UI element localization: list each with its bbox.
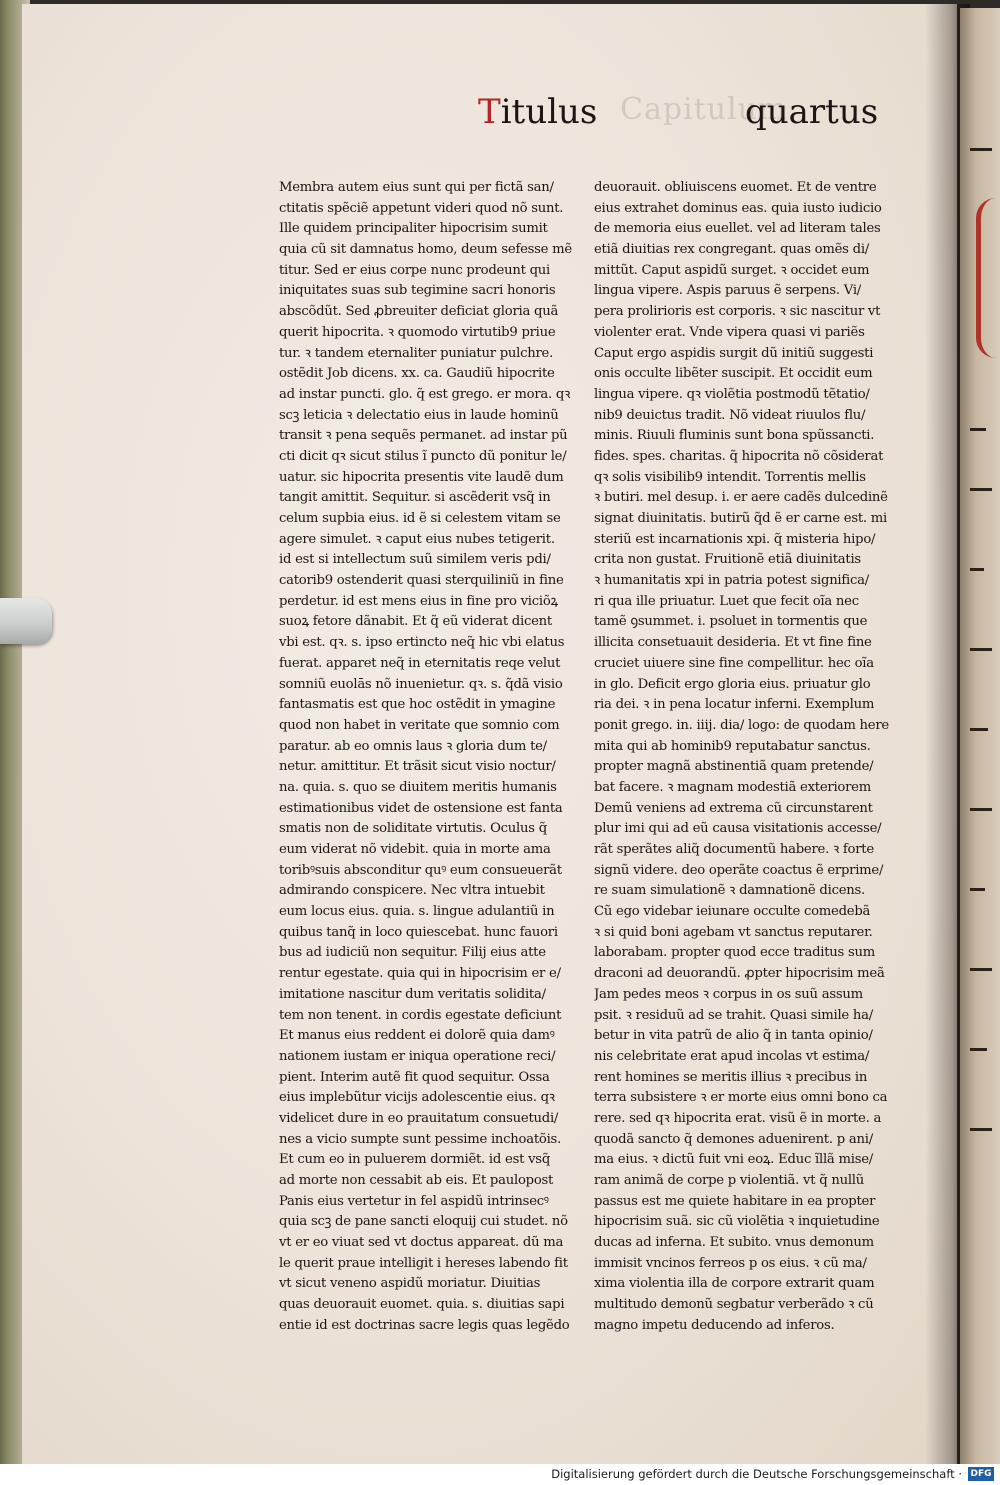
text-line: hipocrisim suã. sic cũ violẽtia ꝛ inquietudine xyxy=(594,1214,880,1230)
text-line: deuorauit. obliuiscens euomet. Et de ventre xyxy=(594,180,877,195)
text-line: ducas ad inferna. Et subito. vnus demonum xyxy=(594,1235,874,1251)
text-line: entie id est doctrinas sacre legis quas legẽdo xyxy=(279,1317,570,1333)
text-line: agere simulet. ꝛ caput eius nubes tetigerit. xyxy=(279,531,555,547)
text-line: minis. Riuuli fluminis sunt bona spũssancti. xyxy=(594,428,875,444)
running-head xyxy=(470,92,879,142)
text-line: signũ videre. deo operãte coactus ẽ erprime/ xyxy=(594,862,884,878)
text-line: cti dicit qꝛ sicut stilus ĩ puncto dũ ponitur le/ xyxy=(279,448,567,464)
footer-credit: Digitalisierung gefördert durch die Deutsche Forschungsgemeinschaft · xyxy=(551,1467,962,1481)
text-line: ri qua ille priuatur. Luet que fecit oĩa nec xyxy=(594,593,859,609)
text-line: smatis non de soliditate virtutis. Oculus q̃ xyxy=(279,821,547,837)
text-line: ram animã de corpe p violentiã. vt q̃ nullũ xyxy=(594,1173,865,1188)
text-line: Membra autem eius sunt qui per fictã san/ xyxy=(279,180,554,195)
text-line: fuerat. apparet neq̃ in eternitatis reqe velut xyxy=(279,655,561,671)
running-head-right: quartus xyxy=(745,92,879,132)
text-line: nes a vicio sumpte sunt pessime inchoatõis. xyxy=(279,1131,562,1147)
text-line: multitudo demonũ segbatur verberãdo ꝛ cũ xyxy=(594,1297,874,1313)
text-line: ad morte non cessabit ab eis. Et paulopost xyxy=(279,1173,554,1188)
text-line: rãt sperãtes aliq̃ documentũ habere. ꝛ forte xyxy=(594,842,874,857)
text-line: violenter erat. Vnde vipera quasi vi pariẽs xyxy=(594,324,865,340)
text-line: transit ꝛ pena sequẽs permanet. ad instar pũ xyxy=(279,428,568,444)
text-line: crita non gustat. Fruitionẽ etiã diuinitatis xyxy=(594,552,861,568)
text-line: eius implebũtur vicijs adolescentie eius. qꝛ xyxy=(279,1090,555,1106)
text-line: na. quia. s. quo se diuitem meritis humanis xyxy=(279,779,557,795)
text-line: vbi est. qꝛ. s. ipso ertincto neq̃ hic vbi elatus xyxy=(279,635,565,651)
text-line: scꝫ leticia ꝛ delectatio eius in laude hominũ xyxy=(279,407,559,423)
text-line: illicita consetuauit desideria. Et vt fine fine xyxy=(594,635,872,651)
text-line: ꝛ humanitatis xpi in patria potest significa/ xyxy=(594,573,869,589)
text-line: perdetur. id est mens eius in fine pro viciõꝝ xyxy=(279,593,558,609)
left-text-column xyxy=(279,178,599,1337)
text-line: querit hipocrita. ꝛ quomodo virtutib9 priue xyxy=(279,324,556,340)
text-line: onis occulte libẽter suscipit. Et occidit eum xyxy=(594,366,873,382)
text-line: laborabam. propter quod ecce traditus sum xyxy=(594,945,876,961)
text-line: tangit amittit. Sequitur. si ascẽderit vsq̃ in xyxy=(279,490,551,506)
text-line: in glo. Deficit ergo gloria eius. priuatur glo xyxy=(594,676,871,692)
text-line: quas deuorauit euomet. quia. s. diuitias sapi xyxy=(279,1297,565,1313)
text-line: pera prolirioris est corporis. ꝛ sic nascitur vt xyxy=(594,304,881,320)
text-line: netur. amittitur. Et trãsit sicut visio noctur/ xyxy=(279,759,556,775)
text-line: videlicet dure in eo prauitatum consuetudi/ xyxy=(279,1110,559,1126)
text-line: quia cũ sit damnatus homo, deum sefesse mẽ xyxy=(279,242,572,258)
text-line: ꝛ si quid boni agebam vt sanctus reputarer. xyxy=(594,924,873,940)
rubricated-initial: T xyxy=(478,92,501,132)
dfg-logo: DFG xyxy=(968,1467,994,1481)
text-line: eum locus eius. quia. s. lingue adulantiũ in xyxy=(279,904,555,920)
text-line: pient. Interim autẽ fit quod sequitur. Ossa xyxy=(279,1069,550,1085)
text-line: Caput ergo aspidis surgit dũ initiũ suggesti xyxy=(594,345,874,361)
text-line: ctitatis spẽciẽ appetunt videri quod nõ sunt. xyxy=(279,200,564,216)
text-line: vt er eo viuat sed vt doctus appareat. dũ ma xyxy=(279,1235,564,1251)
text-line: passus est me quiete habitare in ea propter xyxy=(594,1193,876,1209)
text-line: propter magnã abstinentiã quam pretende/ xyxy=(594,759,874,775)
text-line: eius extrahet dominus eas. quia iusto iudicio xyxy=(594,200,882,216)
text-line: suoꝝ fetore dãnabit. Et q̃ eũ viderat dicent xyxy=(279,614,552,630)
facing-page xyxy=(960,8,1000,1464)
text-line: etiã diuitias rex congregant. quas omẽs di/ xyxy=(594,242,869,258)
text-line: bus ad iudiciũ non sequitur. Filij eius atte xyxy=(279,945,546,961)
text-line: Cũ ego videbar ieiunare occulte comedebã xyxy=(594,904,871,920)
text-line: magno impetu deducendo ad inferos. xyxy=(594,1317,835,1333)
text-line: cruciet uiuere sine fine compellitur. hec oĩa xyxy=(594,655,874,671)
text-line: Demũ veniens ad extrema cũ circunstarent xyxy=(594,800,873,816)
text-line: qꝛ solis visibilib9 intendit. Torrentis mellis xyxy=(594,469,866,485)
text-line: estimationibus videt de ostensione est fanta xyxy=(279,800,563,816)
text-line: titur. Sed er eius corpe nunc prodeunt qui xyxy=(279,262,550,278)
text-line: tamẽ ꝯsummet. i. psoluet in tormentis que xyxy=(594,614,868,630)
show-through-text: Capitulum xyxy=(620,92,788,127)
text-line: tem non tenent. in cordis egestate deficiunt xyxy=(279,1007,562,1023)
text-line: ma eius. ꝛ dictũ fuit vni eoꝝ. Educ ĩllã mise/ xyxy=(594,1152,873,1168)
text-line: signat diuinitatis. butirũ q̃d ẽ er carne est. mi xyxy=(594,511,888,526)
text-line: quod non habet in veritate que somnio com xyxy=(279,717,560,733)
text-line: celum supbia eius. id ẽ si celestem vitam se xyxy=(279,511,561,526)
text-line: ad instar puncti. glo. q̃ est grego. er mora. qꝛ xyxy=(279,386,571,402)
running-head-left: Titulus xyxy=(478,92,598,132)
page-clip xyxy=(0,598,52,644)
text-line: betur in vita patrũ de alio q̃ in tanta opinio/ xyxy=(594,1028,873,1044)
text-line: immisit vncinos ferreos p os eius. ꝛ cũ ma/ xyxy=(594,1255,867,1271)
text-line: id est si intellectum suũ similem veris pdi/ xyxy=(279,552,551,568)
text-line: ponit grego. in. iiij. dia/ logo: de quodam here xyxy=(594,717,889,733)
text-line: catorib9 ostenderit quasi sterquiliniũ in fine xyxy=(279,573,564,589)
text-line: abscõdũt. Sed ꝓbreuiter deficiat gloria quã xyxy=(279,304,559,320)
text-line: lingua vipere. qꝛ violẽtia postmodũ tẽtatio/ xyxy=(594,386,870,402)
text-line: toribꝰsuis absconditur quꝰ eum consueuerãt xyxy=(279,862,562,878)
text-line: xima violentia illa de corpore extrarit quam xyxy=(594,1276,875,1292)
text-line: nib9 deuictus tradit. Nõ videat riuulos flu/ xyxy=(594,407,866,423)
text-line: tur. ꝛ tandem eternaliter puniatur pulchre. xyxy=(279,345,554,361)
text-line: iniquitates suas sub tegimine sacri honoris xyxy=(279,283,556,299)
text-line: quodã sancto q̃ demones aduenirent. p ani/ xyxy=(594,1131,873,1147)
text-line: steriũ est incarnationis xpi. q̃ misteria hipo/ xyxy=(594,531,876,547)
red-initial-fragment xyxy=(976,198,1000,358)
digitization-footer xyxy=(0,1464,1000,1485)
text-line: ꝛ butiri. mel desup. i. er aere cadẽs dulcedinẽ xyxy=(594,490,888,506)
text-line: uatur. sic hipocrita presentis vite laudẽ dum xyxy=(279,469,564,485)
text-line: mittũt. Caput aspidũ surget. ꝛ occidet eum xyxy=(594,262,870,278)
text-line: somniũ euolās nõ inuenietur. qꝛ. s. q̃dã visio xyxy=(279,676,563,692)
text-line: terra subsistere ꝛ er morte eius omni bono ca xyxy=(594,1090,888,1106)
right-text-column xyxy=(594,178,920,1337)
text-line: Et manus eius reddent ei dolorẽ quia damꝰ xyxy=(279,1028,555,1044)
text-line: plur imi qui ad eũ causa visitationis accesse/ xyxy=(594,821,882,837)
text-line: nationem iustam er iniqua operatione reci/ xyxy=(279,1048,556,1064)
text-line: Ille quidem principaliter hipocrisim sumit xyxy=(279,221,548,237)
text-line: fides. spes. charitas. q̃ hipocrita nõ cõsiderat xyxy=(594,448,884,464)
text-line: rere. sed qꝛ hipocrita erat. visũ ẽ in morte. a xyxy=(594,1110,882,1126)
text-line: de memoria eius euellet. vel ad literam tales xyxy=(594,221,881,237)
text-line: draconi ad deuorandũ. ꝓpter hipocrisim meã xyxy=(594,966,885,982)
text-line: Panis eius vertetur in fel aspidũ intrinsecꝰ xyxy=(279,1193,549,1209)
text-line: rent homines se meritis illius ꝛ precibus in xyxy=(594,1069,868,1085)
text-line: nis celebritate erat apud incolas vt estima/ xyxy=(594,1048,870,1064)
text-line: rentur egestate. quia qui in hipocrisim er e/ xyxy=(279,966,561,982)
text-line: le querit praue intelligit i hereses labendo fit xyxy=(279,1255,568,1271)
text-line: imitatione nascitur dum veritatis solidita/ xyxy=(279,986,546,1002)
text-line: Et cum eo in puluerem dormiẽt. id est vsq̃ xyxy=(279,1152,551,1168)
text-line: lingua vipere. Aspis paruus ẽ serpens. Vi/ xyxy=(594,283,862,299)
text-line: quia scꝫ de pane sancti eloquij cui studet. nõ xyxy=(279,1214,568,1230)
text-line: eum viderat nõ videbit. quia in morte ama xyxy=(279,842,551,857)
text-line: mita qui ab hominib9 reputabatur sanctus. xyxy=(594,738,871,754)
text-line: fantasmatis est que hoc ostẽdit in ymagine xyxy=(279,697,556,713)
text-line: bat facere. ꝛ magnam modestiã exteriorem xyxy=(594,779,871,795)
text-line: quibus tanq̃ in loco quiescebat. hunc fauori xyxy=(279,924,558,940)
text-line: re suam simulationẽ ꝛ damnationẽ dicens. xyxy=(594,883,865,899)
text-line: vt sicut veneno aspidũ moriatur. Diuitias xyxy=(279,1276,541,1292)
text-line: paratur. ab eo omnis laus ꝛ gloria dum te/ xyxy=(279,738,547,754)
text-line: Jam pedes meos ꝛ corpus in os suũ assum xyxy=(594,986,863,1002)
text-line: ria dei. ꝛ in pena locatur inferni. Exemplum xyxy=(594,697,875,713)
text-line: psit. ꝛ residuũ ad se trahit. Quasi simile ha/ xyxy=(594,1007,873,1023)
text-line: ostẽdit Job dicens. xx. ca. Gaudiũ hipocrite xyxy=(279,366,555,382)
text-line: admirando conspicere. Nec vltra intuebit xyxy=(279,883,545,899)
